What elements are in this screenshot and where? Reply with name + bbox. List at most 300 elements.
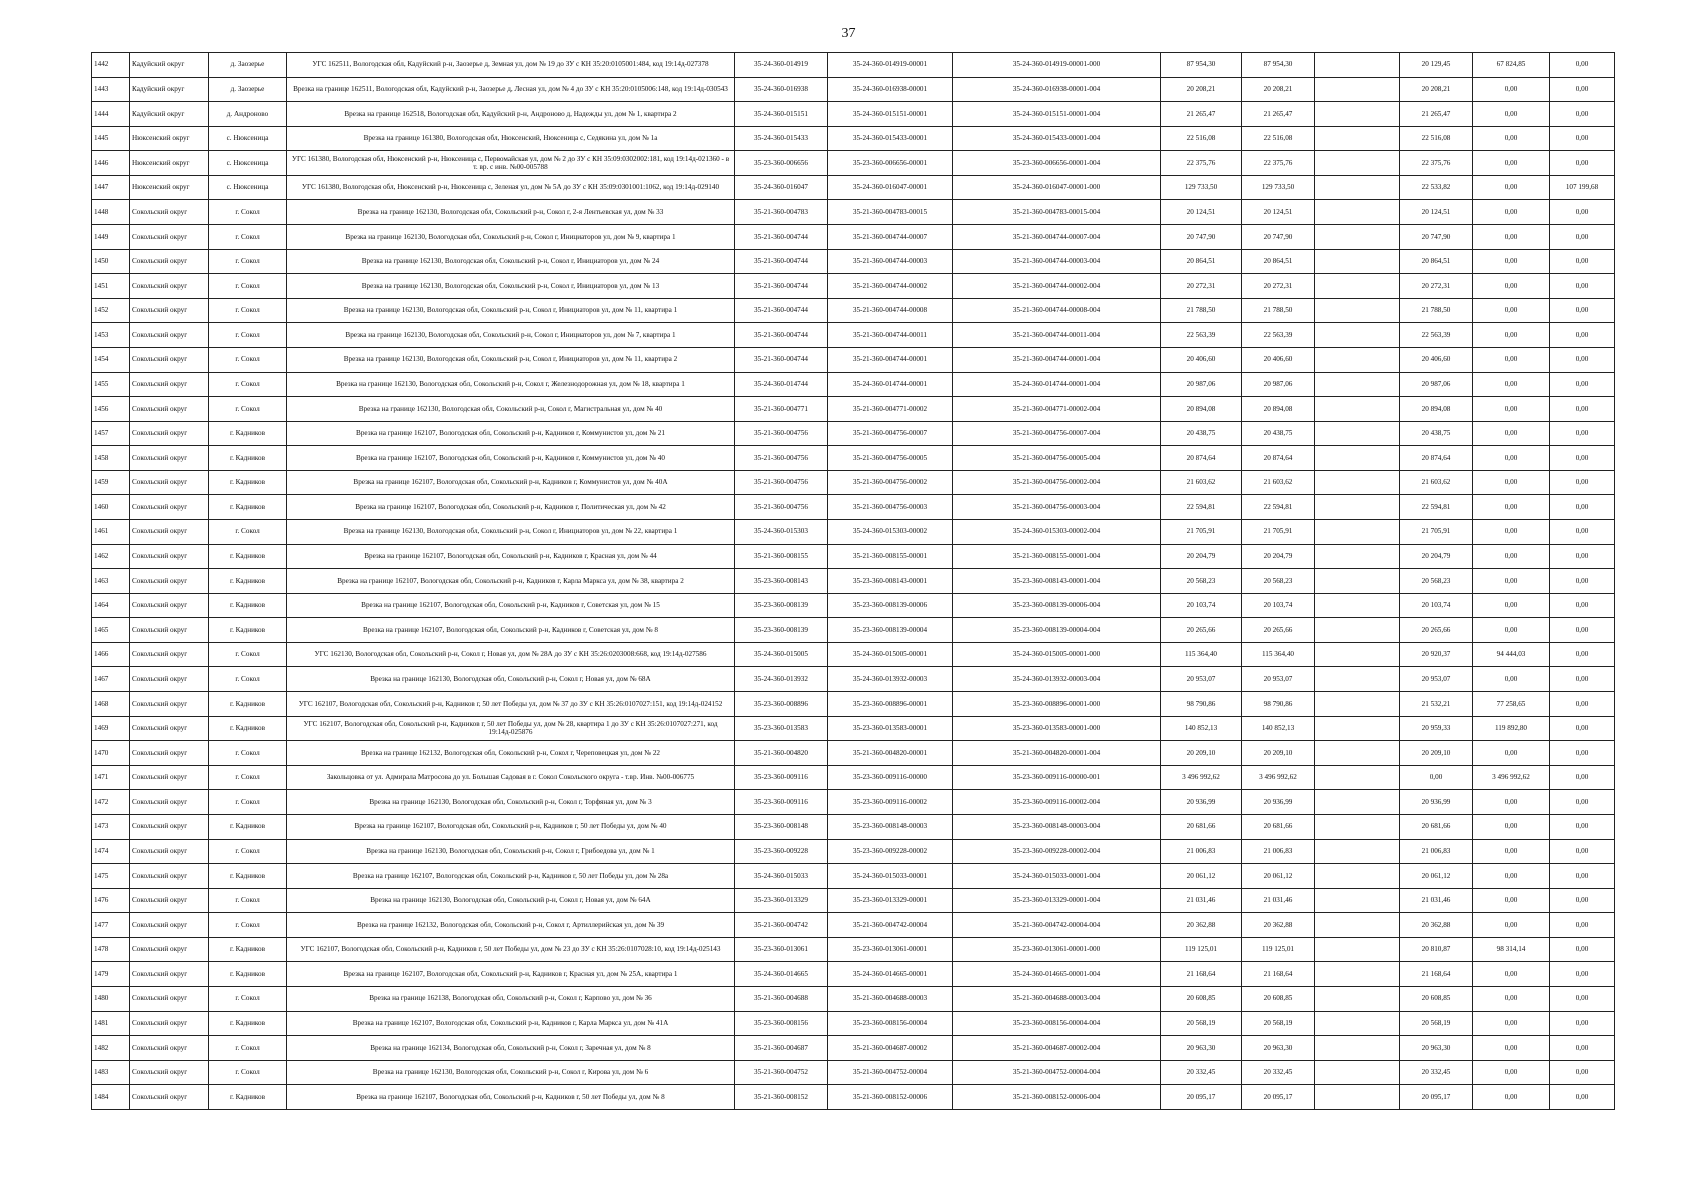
table-cell: 20 953,07 <box>1242 667 1315 692</box>
table-cell: Нюксенский округ <box>130 126 209 151</box>
table-cell: 35-23-360-013061-00001-000 <box>953 937 1161 962</box>
table-cell: 94 444,03 <box>1473 642 1550 667</box>
table-cell: 20 810,87 <box>1400 937 1473 962</box>
table-cell: 35-21-360-004756 <box>735 470 828 495</box>
table-cell: 35-23-360-013329 <box>735 888 828 913</box>
table-row <box>92 593 1615 618</box>
table-cell: Врезка на границе 162511, Вологодская обл, Кадуйский р-н, Заозерье д, Лесная ул, дом № 4 до ЗУ с КН 35:20:0105006:148, код 19:14д-030543 <box>287 77 735 102</box>
table-cell: Кадуйский округ <box>130 53 209 78</box>
table-cell: 119 125,01 <box>1242 937 1315 962</box>
table-cell <box>1315 495 1400 520</box>
table-cell: 35-23-360-013583-00001-000 <box>953 716 1161 741</box>
table-cell: 35-24-360-016938-00001 <box>828 77 953 102</box>
table-cell: 35-21-360-004756-00002 <box>828 470 953 495</box>
table-cell: 35-23-360-008156-00004-004 <box>953 1011 1161 1036</box>
table-cell: 0,00 <box>1550 200 1615 225</box>
table-cell: 22 533,82 <box>1400 175 1473 200</box>
table-cell: 35-24-360-015005 <box>735 642 828 667</box>
table-cell: 20 953,07 <box>1400 667 1473 692</box>
table-cell: 0,00 <box>1550 888 1615 913</box>
table-cell: 35-23-360-013061-00001 <box>828 937 953 962</box>
table-cell: 35-21-360-004752 <box>735 1060 828 1085</box>
table-cell: 35-21-360-004744-00011-004 <box>953 323 1161 348</box>
table-cell: 20 061,12 <box>1400 864 1473 889</box>
table-cell: Врезка на границе 161380, Вологодская обл, Нюксенский, Нюксеница с, Седякина ул, дом № 1а <box>287 126 735 151</box>
table-cell: 0,00 <box>1550 937 1615 962</box>
table-cell: 35-21-360-004744 <box>735 225 828 250</box>
table-cell: 22 594,81 <box>1242 495 1315 520</box>
table-cell: 20 568,19 <box>1400 1011 1473 1036</box>
table-cell: 115 364,40 <box>1242 642 1315 667</box>
table-cell: Нюксенский округ <box>130 175 209 200</box>
table-cell: 20 568,23 <box>1242 569 1315 594</box>
table-cell: 0,00 <box>1473 667 1550 692</box>
table-cell: 20 963,30 <box>1161 1036 1242 1061</box>
table-cell: 35-21-360-008155-00001-004 <box>953 544 1161 569</box>
table-cell: Врезка на границе 162130, Вологодская обл, Сокольский р-н, Сокол г, Инициаторов ул, дом № 11, квартира 2 <box>287 347 735 372</box>
table-cell: 98 790,86 <box>1161 692 1242 717</box>
table-cell <box>1315 102 1400 127</box>
table-cell: 35-23-360-013583 <box>735 716 828 741</box>
table-cell: 98 314,14 <box>1473 937 1550 962</box>
table-cell <box>1315 421 1400 446</box>
table-cell: 20 362,88 <box>1161 913 1242 938</box>
table-cell: г. Кадников <box>209 716 287 741</box>
table-row <box>92 913 1615 938</box>
table-cell: 21 532,21 <box>1400 692 1473 717</box>
table-cell: 0,00 <box>1473 864 1550 889</box>
table-cell: 35-24-360-016938 <box>735 77 828 102</box>
table-row <box>92 986 1615 1011</box>
table-cell: 0,00 <box>1550 519 1615 544</box>
table-cell: 35-24-360-015303-00002-004 <box>953 519 1161 544</box>
table-cell: 35-21-360-004744-00008-004 <box>953 298 1161 323</box>
table-cell: 1471 <box>92 765 130 790</box>
table-cell: 115 364,40 <box>1161 642 1242 667</box>
table-cell: 0,00 <box>1473 814 1550 839</box>
table-cell: 87 954,30 <box>1242 53 1315 78</box>
table-row <box>92 372 1615 397</box>
table-cell: 0,00 <box>1550 765 1615 790</box>
table-cell: 1462 <box>92 544 130 569</box>
table-cell: 0,00 <box>1473 495 1550 520</box>
table-row <box>92 102 1615 127</box>
table-cell: 20 894,08 <box>1161 397 1242 422</box>
table-cell: Врезка на границе 162130, Вологодская обл, Сокольский р-н, Сокол г, Новая ул, дом № 64А <box>287 888 735 913</box>
table-cell: 35-21-360-004688-00003-004 <box>953 986 1161 1011</box>
table-cell: 35-24-360-015005-00001 <box>828 642 953 667</box>
table-cell: 1444 <box>92 102 130 127</box>
table-cell: 1447 <box>92 175 130 200</box>
table-cell: 35-24-360-015433-00001-004 <box>953 126 1161 151</box>
table-cell: 21 705,91 <box>1400 519 1473 544</box>
table-cell: 0,00 <box>1550 323 1615 348</box>
table-cell: Сокольский округ <box>130 225 209 250</box>
table-cell: 35-21-360-004756-00005-004 <box>953 446 1161 471</box>
table-row <box>92 421 1615 446</box>
table-cell: 20 963,30 <box>1242 1036 1315 1061</box>
table-cell: 20 959,33 <box>1400 716 1473 741</box>
table-cell: 20 987,06 <box>1400 372 1473 397</box>
table-cell: 0,00 <box>1473 102 1550 127</box>
table-cell: Сокольский округ <box>130 274 209 299</box>
table-cell: 35-23-360-008148 <box>735 814 828 839</box>
table-cell: 22 375,76 <box>1242 151 1315 176</box>
table-cell: 20 103,74 <box>1242 593 1315 618</box>
table-cell: УГС 162511, Вологодская обл, Кадуйский р-н, Заозерье д, Земная ул, дом № 19 до ЗУ с КН 35:20:0105001:484, код 19:14д-027378 <box>287 53 735 78</box>
table-cell: 35-21-360-004756 <box>735 446 828 471</box>
table-cell: 0,00 <box>1473 519 1550 544</box>
table-cell: 0,00 <box>1473 962 1550 987</box>
table-cell: 1473 <box>92 814 130 839</box>
table-cell: 35-21-360-004744 <box>735 347 828 372</box>
table-cell: 35-23-360-009116-00000-001 <box>953 765 1161 790</box>
table-cell: 0,00 <box>1473 544 1550 569</box>
table-row <box>92 692 1615 717</box>
table-cell: 35-21-360-004744 <box>735 249 828 274</box>
table-cell: УГС 161380, Вологодская обл, Нюксенский р-н, Нюксеница с, Первомайская ул, дом № 2 до ЗУ с КН 35:09:0302002:181, код 19:14д-021360 - в т. вр. с инв. №00-005788 <box>287 151 735 176</box>
table-cell <box>1315 692 1400 717</box>
table-cell: 20 124,51 <box>1242 200 1315 225</box>
table-cell: Врезка на границе 162130, Вологодская обл, Сокольский р-н, Сокол г, Инициаторов ул, дом № 7, квартира 1 <box>287 323 735 348</box>
table-cell: 0,00 <box>1550 569 1615 594</box>
table-cell: 35-21-360-004771-00002-004 <box>953 397 1161 422</box>
table-cell: 35-24-360-015433 <box>735 126 828 151</box>
table-cell: 35-23-360-006656-00001 <box>828 151 953 176</box>
table-cell: Сокольский округ <box>130 642 209 667</box>
table-cell: 35-23-360-009228-00002-004 <box>953 839 1161 864</box>
table-cell: Сокольский округ <box>130 200 209 225</box>
table-cell: 35-21-360-004744-00002 <box>828 274 953 299</box>
table-cell: Врезка на границе 162132, Вологодская обл, Сокольский р-н, Сокол г, Череповецкая ул, дом № 22 <box>287 741 735 766</box>
table-cell: д. Заозерье <box>209 53 287 78</box>
table-cell <box>1315 618 1400 643</box>
table-cell: 20 608,85 <box>1161 986 1242 1011</box>
table-cell <box>1315 126 1400 151</box>
table-cell: 21 168,64 <box>1400 962 1473 987</box>
table-cell: 67 824,85 <box>1473 53 1550 78</box>
table-cell: 35-23-360-009116-00000 <box>828 765 953 790</box>
table-cell: Врезка на границе 162130, Вологодская обл, Сокольский р-н, Сокол г, Инициаторов ул, дом № 11, квартира 1 <box>287 298 735 323</box>
table-row <box>92 495 1615 520</box>
table-cell: 35-24-360-014919-00001-000 <box>953 53 1161 78</box>
table-cell <box>1315 1011 1400 1036</box>
table-cell: Врезка на границе 162107, Вологодская обл, Сокольский р-н, Кадников г, 50 лет Победы ул, дом № 28а <box>287 864 735 889</box>
table-cell: 0,00 <box>1550 446 1615 471</box>
table-cell <box>1315 151 1400 176</box>
table-cell: Сокольский округ <box>130 1036 209 1061</box>
table-cell: 35-21-360-004756 <box>735 421 828 446</box>
table-cell <box>1315 1060 1400 1085</box>
table-cell: 35-21-360-004687-00002-004 <box>953 1036 1161 1061</box>
table-cell: 20 208,21 <box>1242 77 1315 102</box>
table-cell: г. Сокол <box>209 323 287 348</box>
table-cell <box>1315 519 1400 544</box>
table-cell: Сокольский округ <box>130 937 209 962</box>
table-cell: 21 031,46 <box>1161 888 1242 913</box>
table-cell: 20 874,64 <box>1400 446 1473 471</box>
table-cell: Сокольский округ <box>130 1011 209 1036</box>
table-cell: 1481 <box>92 1011 130 1036</box>
table-cell: 20 568,19 <box>1242 1011 1315 1036</box>
table-cell: 0,00 <box>1550 1060 1615 1085</box>
table-cell: 35-23-360-006656-00001-004 <box>953 151 1161 176</box>
table-cell: 35-21-360-004756-00002-004 <box>953 470 1161 495</box>
table-cell: 20 894,08 <box>1400 397 1473 422</box>
table-cell: 35-21-360-004688-00003 <box>828 986 953 1011</box>
table-cell: 20 406,60 <box>1242 347 1315 372</box>
table-cell: 0,00 <box>1473 126 1550 151</box>
table-cell: Сокольский округ <box>130 323 209 348</box>
table-row <box>92 839 1615 864</box>
table-cell: 35-21-360-004744 <box>735 274 828 299</box>
table-cell: 21 705,91 <box>1242 519 1315 544</box>
table-cell: 129 733,50 <box>1242 175 1315 200</box>
table-cell: д. Андроново <box>209 102 287 127</box>
table-cell: 0,00 <box>1550 618 1615 643</box>
table-cell: 20 209,10 <box>1242 741 1315 766</box>
table-cell: УГС 162130, Вологодская обл, Сокольский р-н, Сокол г, Новая ул, дом № 28А до ЗУ с КН 35:26:0203008:668, код 19:14д-027586 <box>287 642 735 667</box>
table-cell: 0,00 <box>1550 102 1615 127</box>
table-cell: 0,00 <box>1550 1011 1615 1036</box>
table-cell: 1472 <box>92 790 130 815</box>
table-cell: 20 568,19 <box>1161 1011 1242 1036</box>
table-cell: 22 563,39 <box>1400 323 1473 348</box>
table-cell: 119 892,80 <box>1473 716 1550 741</box>
table-cell: г. Сокол <box>209 888 287 913</box>
table-cell: 35-24-360-016047 <box>735 175 828 200</box>
table-cell <box>1315 937 1400 962</box>
table-cell: г. Кадников <box>209 1011 287 1036</box>
table-cell: 35-23-360-013329-00001-004 <box>953 888 1161 913</box>
table-cell: 35-24-360-014919 <box>735 53 828 78</box>
table-cell: Сокольский округ <box>130 667 209 692</box>
table-cell: 35-21-360-004744-00007-004 <box>953 225 1161 250</box>
table-cell: 0,00 <box>1550 77 1615 102</box>
table-row <box>92 1060 1615 1085</box>
table-cell: Сокольский округ <box>130 692 209 717</box>
table-cell: 35-21-360-004687-00002 <box>828 1036 953 1061</box>
table-cell: 0,00 <box>1473 347 1550 372</box>
table-cell: 1445 <box>92 126 130 151</box>
table-row <box>92 618 1615 643</box>
table-cell: 35-23-360-009228-00002 <box>828 839 953 864</box>
table-cell: Сокольский округ <box>130 1085 209 1110</box>
table-cell: г. Сокол <box>209 298 287 323</box>
table-cell: д. Заозерье <box>209 77 287 102</box>
table-cell: 20 272,31 <box>1400 274 1473 299</box>
table-cell: г. Кадников <box>209 569 287 594</box>
table-cell: 35-23-360-008896 <box>735 692 828 717</box>
table-cell: 1442 <box>92 53 130 78</box>
table-cell: 35-23-360-006656 <box>735 151 828 176</box>
table-cell: Сокольский округ <box>130 716 209 741</box>
table-cell: 20 265,66 <box>1161 618 1242 643</box>
table-cell: 1477 <box>92 913 130 938</box>
table-cell: г. Кадников <box>209 544 287 569</box>
table-cell: г. Кадников <box>209 1085 287 1110</box>
table-cell: 35-21-360-004820-00001-004 <box>953 741 1161 766</box>
table-cell: 20 747,90 <box>1242 225 1315 250</box>
table-row <box>92 864 1615 889</box>
table-cell: 1484 <box>92 1085 130 1110</box>
table-cell <box>1315 323 1400 348</box>
table-cell: 1464 <box>92 593 130 618</box>
table-cell: 35-23-360-009116 <box>735 790 828 815</box>
table-cell: 20 953,07 <box>1161 667 1242 692</box>
table-cell: г. Сокол <box>209 397 287 422</box>
table-cell: 21 031,46 <box>1242 888 1315 913</box>
table-cell: 35-21-360-008152-00006-004 <box>953 1085 1161 1110</box>
table-cell: 20 103,74 <box>1161 593 1242 618</box>
table-cell <box>1315 347 1400 372</box>
table-cell: 0,00 <box>1550 249 1615 274</box>
table-cell: 35-23-360-008139-00004 <box>828 618 953 643</box>
table-cell <box>1315 765 1400 790</box>
table-cell: 35-23-360-008139 <box>735 593 828 618</box>
table-cell: 0,00 <box>1473 446 1550 471</box>
table-cell: 35-24-360-014744-00001-004 <box>953 372 1161 397</box>
table-cell: 0,00 <box>1550 642 1615 667</box>
table-cell: Врезка на границе 162107, Вологодская обл, Сокольский р-н, Кадников г, 50 лет Победы ул, дом № 8 <box>287 1085 735 1110</box>
table-cell: Сокольский округ <box>130 569 209 594</box>
table-cell: 0,00 <box>1550 421 1615 446</box>
table-cell: 1450 <box>92 249 130 274</box>
table-cell: г. Кадников <box>209 814 287 839</box>
table-cell: 1468 <box>92 692 130 717</box>
table-cell: 20 124,51 <box>1161 200 1242 225</box>
table-row <box>92 667 1615 692</box>
table-cell: 0,00 <box>1550 814 1615 839</box>
table-cell: 21 265,47 <box>1400 102 1473 127</box>
table-cell: 20 874,64 <box>1242 446 1315 471</box>
table-cell <box>1315 1036 1400 1061</box>
table-cell: 0,00 <box>1473 77 1550 102</box>
table-cell: 20 061,12 <box>1242 864 1315 889</box>
table-cell: 20 129,45 <box>1400 53 1473 78</box>
table-cell: УГС 162107, Вологодская обл, Сокольский р-н, Кадников г, 50 лет Победы ул, дом № 28, квартира 1 до ЗУ с КН 35:26:0107027:271, код 19:14д-025876 <box>287 716 735 741</box>
table-cell <box>1315 249 1400 274</box>
table-cell <box>1315 913 1400 938</box>
table-cell: 20 208,21 <box>1161 77 1242 102</box>
table-cell: 0,00 <box>1473 1085 1550 1110</box>
table-cell: Сокольский округ <box>130 913 209 938</box>
table-cell: 0,00 <box>1473 790 1550 815</box>
table-cell: Врезка на границе 162107, Вологодская обл, Сокольский р-н, Кадников г, Карла Маркса ул, дом № 38, квартира 2 <box>287 569 735 594</box>
table-cell: 35-21-360-004783 <box>735 200 828 225</box>
table-cell: 35-21-360-004742-00004-004 <box>953 913 1161 938</box>
table-cell: Врезка на границе 162130, Вологодская обл, Сокольский р-н, Сокол г, Инициаторов ул, дом № 24 <box>287 249 735 274</box>
table-cell: 35-23-360-013583-00001 <box>828 716 953 741</box>
table-cell: 0,00 <box>1550 298 1615 323</box>
table-cell: Врезка на границе 162130, Вологодская обл, Сокольский р-н, Сокол г, Кирова ул, дом № 6 <box>287 1060 735 1085</box>
table-cell: г. Сокол <box>209 372 287 397</box>
table-cell: Сокольский округ <box>130 421 209 446</box>
table-cell: 35-21-360-004744 <box>735 323 828 348</box>
table-cell: 35-24-360-014744-00001 <box>828 372 953 397</box>
table-cell: 1457 <box>92 421 130 446</box>
table-cell: 21 603,62 <box>1400 470 1473 495</box>
table-cell: 35-21-360-004744-00002-004 <box>953 274 1161 299</box>
table-cell: 35-23-360-008139-00006-004 <box>953 593 1161 618</box>
table-cell: 35-24-360-014744 <box>735 372 828 397</box>
table-cell: Врезка на границе 162130, Вологодская обл, Сокольский р-н, Сокол г, Торфяная ул, дом № 3 <box>287 790 735 815</box>
table-cell: г. Сокол <box>209 667 287 692</box>
table-cell: г. Кадников <box>209 864 287 889</box>
table-cell: Сокольский округ <box>130 618 209 643</box>
table-cell: 0,00 <box>1473 1060 1550 1085</box>
table-cell: 0,00 <box>1550 372 1615 397</box>
table-cell: 20 406,60 <box>1161 347 1242 372</box>
table-cell: 0,00 <box>1550 667 1615 692</box>
table-cell: 35-23-360-009116-00002 <box>828 790 953 815</box>
table-cell: 35-23-360-013061 <box>735 937 828 962</box>
table-cell: г. Сокол <box>209 741 287 766</box>
table-cell: 0,00 <box>1550 347 1615 372</box>
table-cell: 20 681,66 <box>1400 814 1473 839</box>
table-cell: Кадуйский округ <box>130 102 209 127</box>
table-cell: Сокольский округ <box>130 839 209 864</box>
table-cell: 20 936,99 <box>1242 790 1315 815</box>
table-cell <box>1315 569 1400 594</box>
table-cell: УГС 162107, Вологодская обл, Сокольский р-н, Кадников г, 50 лет Победы ул, дом № 23 до ЗУ с КН 35:26:0107028:10, код 19:14д-025143 <box>287 937 735 962</box>
table-cell: 35-21-360-008155 <box>735 544 828 569</box>
table-row <box>92 151 1615 176</box>
table-cell: 22 563,39 <box>1242 323 1315 348</box>
table-cell: 20 568,23 <box>1400 569 1473 594</box>
table-cell: Сокольский округ <box>130 962 209 987</box>
table-cell: г. Кадников <box>209 421 287 446</box>
table-cell: 21 603,62 <box>1242 470 1315 495</box>
table-cell: 20 747,90 <box>1161 225 1242 250</box>
table-cell: Сокольский округ <box>130 372 209 397</box>
table-cell: 1460 <box>92 495 130 520</box>
table-cell: 35-24-360-015151 <box>735 102 828 127</box>
table-cell <box>1315 298 1400 323</box>
table-cell: 1478 <box>92 937 130 962</box>
table-cell: 119 125,01 <box>1161 937 1242 962</box>
table-cell: Врезка на границе 162130, Вологодская обл, Сокольский р-н, Сокол г, Магистральная ул, дом № 40 <box>287 397 735 422</box>
table-cell: 140 852,13 <box>1161 716 1242 741</box>
table-cell <box>1315 1085 1400 1110</box>
table-cell: 21 788,50 <box>1242 298 1315 323</box>
table-cell: г. Сокол <box>209 839 287 864</box>
table-cell: Врезка на границе 162107, Вологодская обл, Сокольский р-н, Кадников г, Советская ул, дом № 15 <box>287 593 735 618</box>
table-cell: 20 103,74 <box>1400 593 1473 618</box>
table-cell: 0,00 <box>1473 421 1550 446</box>
table-cell: Сокольский округ <box>130 519 209 544</box>
table-cell: с. Нюксеница <box>209 175 287 200</box>
table-cell: 35-24-360-014665 <box>735 962 828 987</box>
table-row <box>92 446 1615 471</box>
table-cell: 0,00 <box>1473 274 1550 299</box>
table-row <box>92 470 1615 495</box>
table-cell: 35-21-360-004742 <box>735 913 828 938</box>
table-cell <box>1315 667 1400 692</box>
table-cell: 0,00 <box>1473 593 1550 618</box>
table-row <box>92 790 1615 815</box>
table-cell: Сокольский округ <box>130 495 209 520</box>
table-cell: 0,00 <box>1550 864 1615 889</box>
table-cell: 35-21-360-004756-00003 <box>828 495 953 520</box>
table-cell: г. Сокол <box>209 1060 287 1085</box>
table-cell: 35-21-360-004744-00003 <box>828 249 953 274</box>
table-cell: 1455 <box>92 372 130 397</box>
table-cell: 1467 <box>92 667 130 692</box>
table-cell: 20 204,79 <box>1400 544 1473 569</box>
table-cell: Сокольский округ <box>130 470 209 495</box>
table-cell: Сокольский округ <box>130 347 209 372</box>
